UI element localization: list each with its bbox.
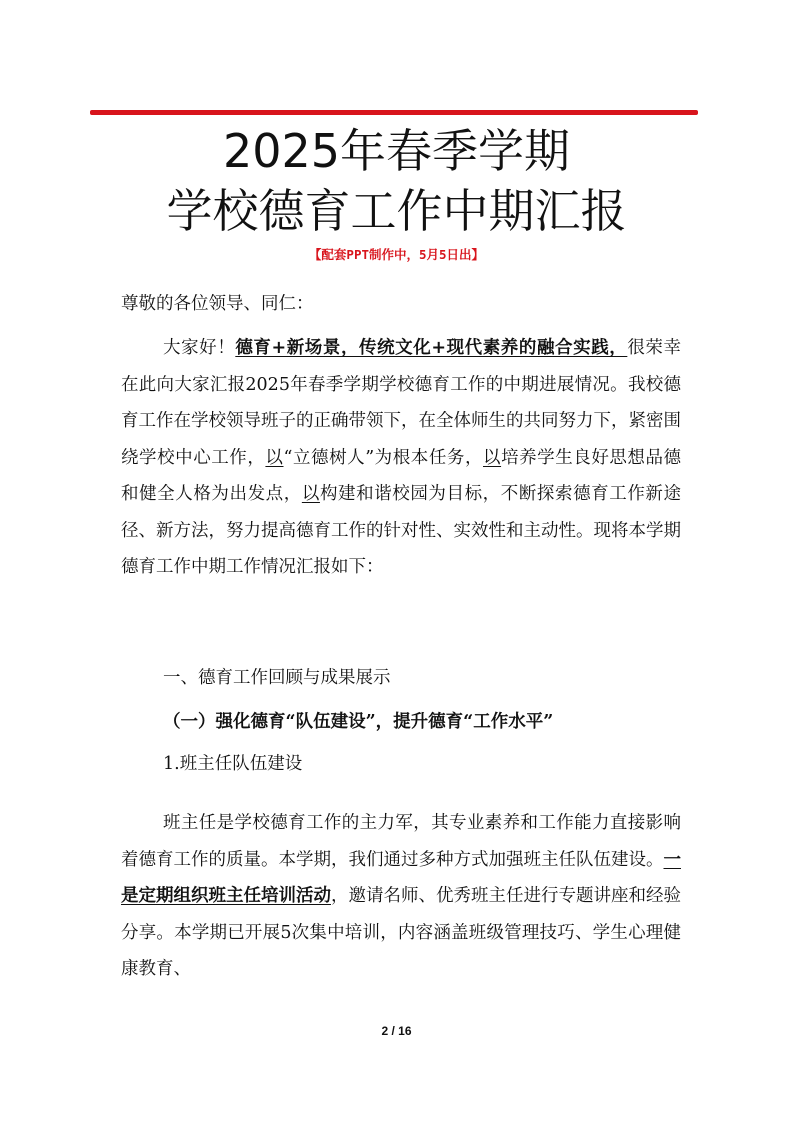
subsection-heading-1: （一）强化德育“队伍建设”，提升德育“工作水平”: [163, 712, 554, 732]
teacher-emphasis: 一是定期组织班主任培训活动: [121, 849, 681, 906]
title-line-2: 学校德育工作中期汇报: [166, 184, 627, 238]
teacher-text-2: ，邀请名师、优秀班主任进行专题讲座和经验分享。本学期已开展5次集中培训，内容涵盖班级管理技巧、学生心理健康教育、: [121, 886, 681, 979]
title-line-1: 2025年春季学期: [222, 124, 571, 178]
section-heading-1: 一、德育工作回顾与成果展示: [163, 668, 391, 688]
intro-text-4: 构建和谐校园为目标，不断探索德育工作新途径、新方法，努力提高德育工作的针对性、实效性和主动性。现将本学期德育工作中期工作情况汇报如下：: [121, 484, 682, 577]
intro-yi-3: 以: [301, 484, 320, 504]
ppt-note: 【配套PPT制作中，5月5日出】: [308, 247, 485, 262]
teacher-team-paragraph: [121, 805, 681, 988]
greeting: 尊敬的各位领导、同仁：: [121, 294, 314, 314]
intro-yi-1: 以: [265, 447, 284, 468]
page-number: 2 / 16: [381, 1024, 412, 1038]
intro-yi-2: 以: [483, 447, 502, 468]
teacher-text-1: 班主任是学校德育工作的主力军，其专业素养和工作能力直接影响着德育工作的质量。本学期，我们通过多种方式加强班主任队伍建设。: [121, 813, 681, 870]
intro-paragraph: [121, 330, 681, 586]
item-heading-1: 1.班主任队伍建设: [163, 754, 303, 774]
header-red-rule: [90, 110, 698, 115]
intro-emphasis: 德育+新场景，传统文化+现代素养的融合实践，: [235, 338, 628, 358]
intro-text-3: 培养学生良好思想品德和健全人格为出发点，: [121, 447, 682, 504]
intro-text-2: “立德树人”为根本任务，: [283, 447, 483, 468]
intro-lead: 大家好！: [163, 338, 236, 358]
intro-text-1: 很荣幸在此向大家汇报2025年春季学期学校德育工作的中期进展情况。我校德育工作在学校领导班子的正确带领下，在全体师生的共同努力下，紧密围绕学校中心工作，: [121, 338, 681, 468]
